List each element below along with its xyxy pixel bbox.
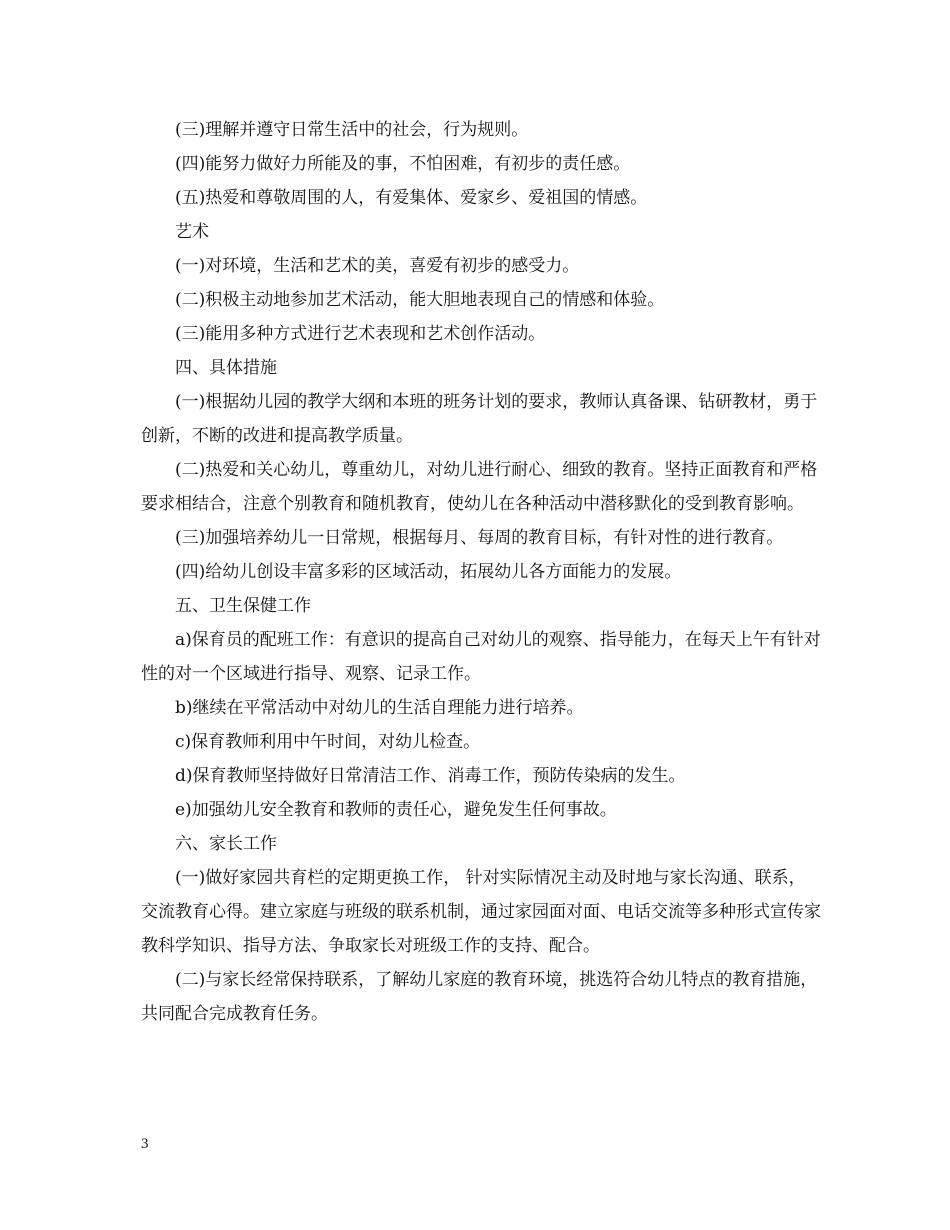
section-heading-measures: 四、具体措施 (175, 358, 277, 378)
paragraph-parents-1: (一)做好家园共育栏的定期更换工作， 针对实际情况主动及时地与家长沟通、联系，交流教育心得。建立家庭与班级的联系机制，通过家园面对面、电话交流等多种形式宣传家教科学知识、指导方法、争取家长对班级工作的支持、配合。 (141, 868, 821, 956)
paragraph-measure-1: (一)根据幼儿园的教学大纲和本班的班务计划的要求，教师认真备课、钻研教材，勇于创新，不断的改进和提高教学质量。 (141, 392, 818, 446)
paragraph-art-beauty: (一)对环境，生活和艺术的美，喜爱有初步的感受力。 (175, 256, 580, 276)
paragraph-measure-4: (四)给幼儿创设丰富多彩的区域活动，拓展幼儿各方面能力的发展。 (175, 562, 682, 582)
section-heading-art: 艺术 (175, 222, 209, 242)
paragraph-art-activities: (二)积极主动地参加艺术活动，能大胆地表现自己的情感和体验。 (175, 290, 665, 310)
paragraph-health-c: c)保育教师利用中午时间，对幼儿检查。 (175, 732, 481, 752)
paragraph-measure-3: (三)加强培养幼儿一日常规，根据每月、每周的教育目标，有针对性的进行教育。 (175, 528, 784, 548)
paragraph-social-rules: (三)理解并遵守日常生活中的社会，行为规则。 (175, 120, 529, 140)
section-heading-health: 五、卫生保健工作 (175, 596, 311, 616)
paragraph-health-d: d)保育教师坚持做好日常清洁工作、消毒工作，预防传染病的发生。 (175, 766, 686, 786)
paragraph-love-collective: (五)热爱和尊敬周围的人，有爱集体、爱家乡、爱祖国的情感。 (175, 188, 648, 208)
paragraph-responsibility: (四)能努力做好力所能及的事，不怕困难，有初步的责任感。 (175, 154, 631, 174)
document-body (141, 113, 821, 1031)
section-heading-parents: 六、家长工作 (175, 834, 277, 854)
paragraph-health-e: e)加强幼儿安全教育和教师的责任心，避免发生任何事故。 (175, 800, 617, 820)
paragraph-health-a: a)保育员的配班工作：有意识的提高自己对幼儿的观察、指导能力，在每天上午有针对性的对一个区域进行指导、观察、记录工作。 (141, 630, 821, 684)
page-number: 3 (141, 1136, 149, 1152)
paragraph-parents-2: (二)与家长经常保持联系，了解幼儿家庭的教育环境，挑选符合幼儿特点的教育措施，共同配合完成教育任务。 (141, 970, 818, 1024)
paragraph-measure-2: (二)热爱和关心幼儿，尊重幼儿，对幼儿进行耐心、细致的教育。坚持正面教育和严格要求相结合，注意个别教育和随机教育，使幼儿在各种活动中潜移默化的受到教育影响。 (141, 460, 818, 514)
paragraph-art-expression: (三)能用多种方式进行艺术表现和艺术创作活动。 (175, 324, 546, 344)
paragraph-health-b: b)继续在平常活动中对幼儿的生活自理能力进行培养。 (175, 698, 584, 718)
